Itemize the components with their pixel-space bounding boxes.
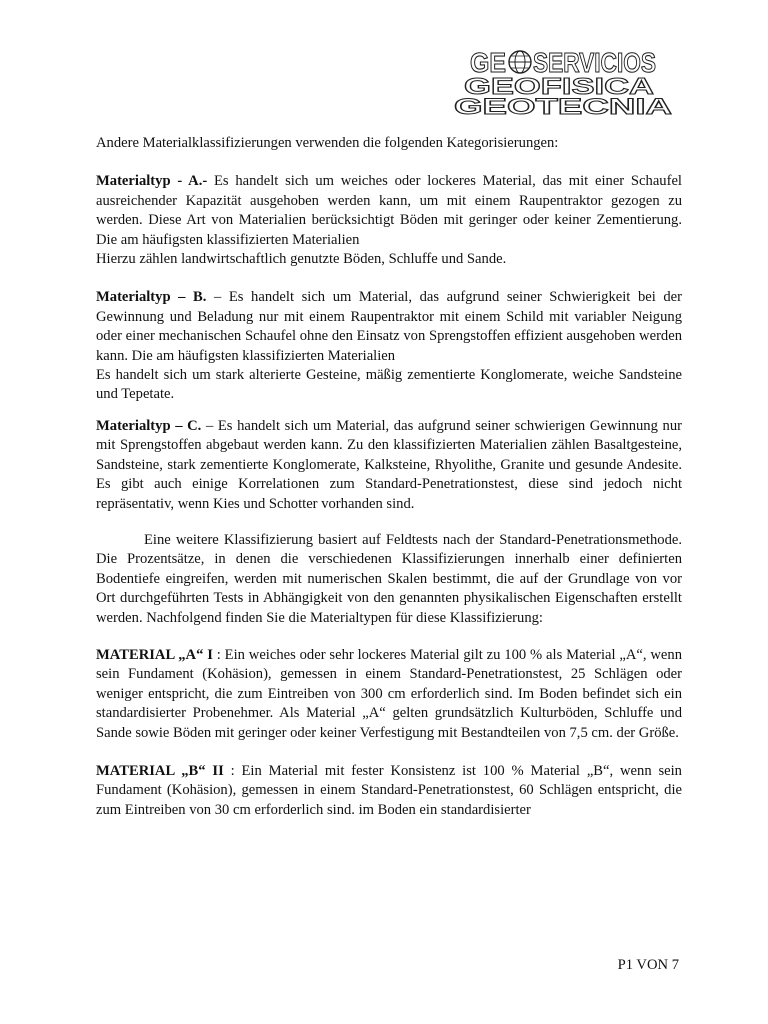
- material-type-a-heading: Materialtyp - A.-: [96, 173, 208, 190]
- material-type-c-paragraph: [96, 417, 682, 514]
- material-a-heading: MATERIAL „A“ I: [96, 646, 213, 663]
- material-type-b-heading: Materialtyp – B.: [96, 289, 207, 306]
- document-body: [96, 134, 682, 820]
- material-b-text: : Ein Material mit fester Konsistenz ist 100 % Material „B“, wenn sein Fundament (Kohäsion), gemessen in einem Standard-Penetrationstest, 60 Schlägen entspricht, die zum Eintreiben von 30 cm erforderlich sind. im Boden ein standardisierter: [96, 762, 682, 818]
- intro-paragraph: Andere Materialklassifizierungen verwenden die folgenden Kategorisierungen:: [96, 135, 559, 151]
- material-type-b-examples: Es handelt sich um stark alterierte Gesteine, mäßig zementierte Konglomerate, weiche Sandsteine und Tepetate.: [96, 367, 682, 403]
- field-test-paragraph: Eine weitere Klassifizierung basiert auf Feldtests nach der Standard-Penetrationsmethode. Die Prozentsätze, in denen die verschiedenen Klassifizierungen innerhalb einer definierten Bodentiefe eingreifen, werden mit numerischen Skalen bestimmt, die auf der Grundlage von vor Ort durchgeführten Tests in Abhängigkeit von den genannten physikalischen Eigenschaften erstellt werden. Nachfolgend finden Sie die Materialtypen für diese Klassifizierung:: [96, 531, 682, 626]
- material-type-c-heading: Materialtyp – C.: [96, 417, 202, 434]
- material-type-b-text: – Es handelt sich um Material, das aufgrund seiner Schwierigkeit bei der Gewinnung und Beladung nur mit einem Raupentraktor mit einem Schild mit variabler Neigung oder einer mechanischen Schaufel ohne den Einsatz von Sprengstoffen effizient ausgehoben werden kann. Die am häufigsten klassifizierten Materialien: [96, 289, 682, 364]
- material-b-heading: MATERIAL „B“ II: [96, 762, 224, 779]
- material-type-b-paragraph: [96, 288, 682, 366]
- logo-text-ge: GE: [470, 47, 506, 78]
- material-type-a-text: Es handelt sich um weiches oder lockeres Material, das mit einer Schaufel ausreichender Kapazität ausgehoben werden kann, um mit einem Raupentraktor gezogen zu werden. Diese Art von Materialien berücksichtigt Böden mit geringer oder keiner Zementierung. Die am häufigsten klassifizierten Materialien: [96, 173, 682, 248]
- material-a-paragraph: [96, 646, 682, 743]
- material-a-text: : Ein weiches oder sehr lockeres Material gilt zu 100 % als Material „A“, wenn sein Fundament (Kohäsion), gemessen in einem Standard-Penetrationstest, 25 Schlägen oder weniger entspricht, die zum Eintreiben von 300 cm erforderlich sind. Im Boden befindet sich ein standardisierter Probenehmer. Als Material „A“ gelten grundsätzlich Kulturböden, Schluffe und Sande sowie Böden mit geringer oder keiner Verfestigung mit Bestandteilen von 7,5 cm. der Größe.: [96, 646, 682, 741]
- logo-text-geotecnia: GEOTECNIA: [454, 94, 673, 118]
- material-b-paragraph: [96, 762, 682, 820]
- logo-graphic: [452, 46, 682, 118]
- company-logo: [452, 46, 682, 118]
- page-number: P1 VON 7: [617, 957, 679, 973]
- material-type-c-text: – Es handelt sich um Material, das aufgrund seiner schwierigen Gewinnung nur mit Sprengstoffen abgebaut werden kann. Zu den klassifizierten Materialien zählen Basaltgesteine, Sandsteine, stark zementierte Konglomerate, Kalksteine, Rhyolithe, Granite und gesunde Andesite. Es gibt auch einige Korrelationen zum Standard-Penetrationstest, diese sind jedoch nicht repräsentativ, wenn Kies und Schotter vorhanden sind.: [96, 417, 682, 512]
- logo-text-geofisica: GEOFISICA: [464, 73, 654, 99]
- logo-text-servicios: SERVICIOS: [533, 47, 656, 78]
- material-type-a-examples: Hierzu zählen landwirtschaftlich genutzte Böden, Schluffe und Sande.: [96, 251, 507, 268]
- material-type-a-paragraph: [96, 172, 682, 250]
- globe-icon: [509, 51, 531, 73]
